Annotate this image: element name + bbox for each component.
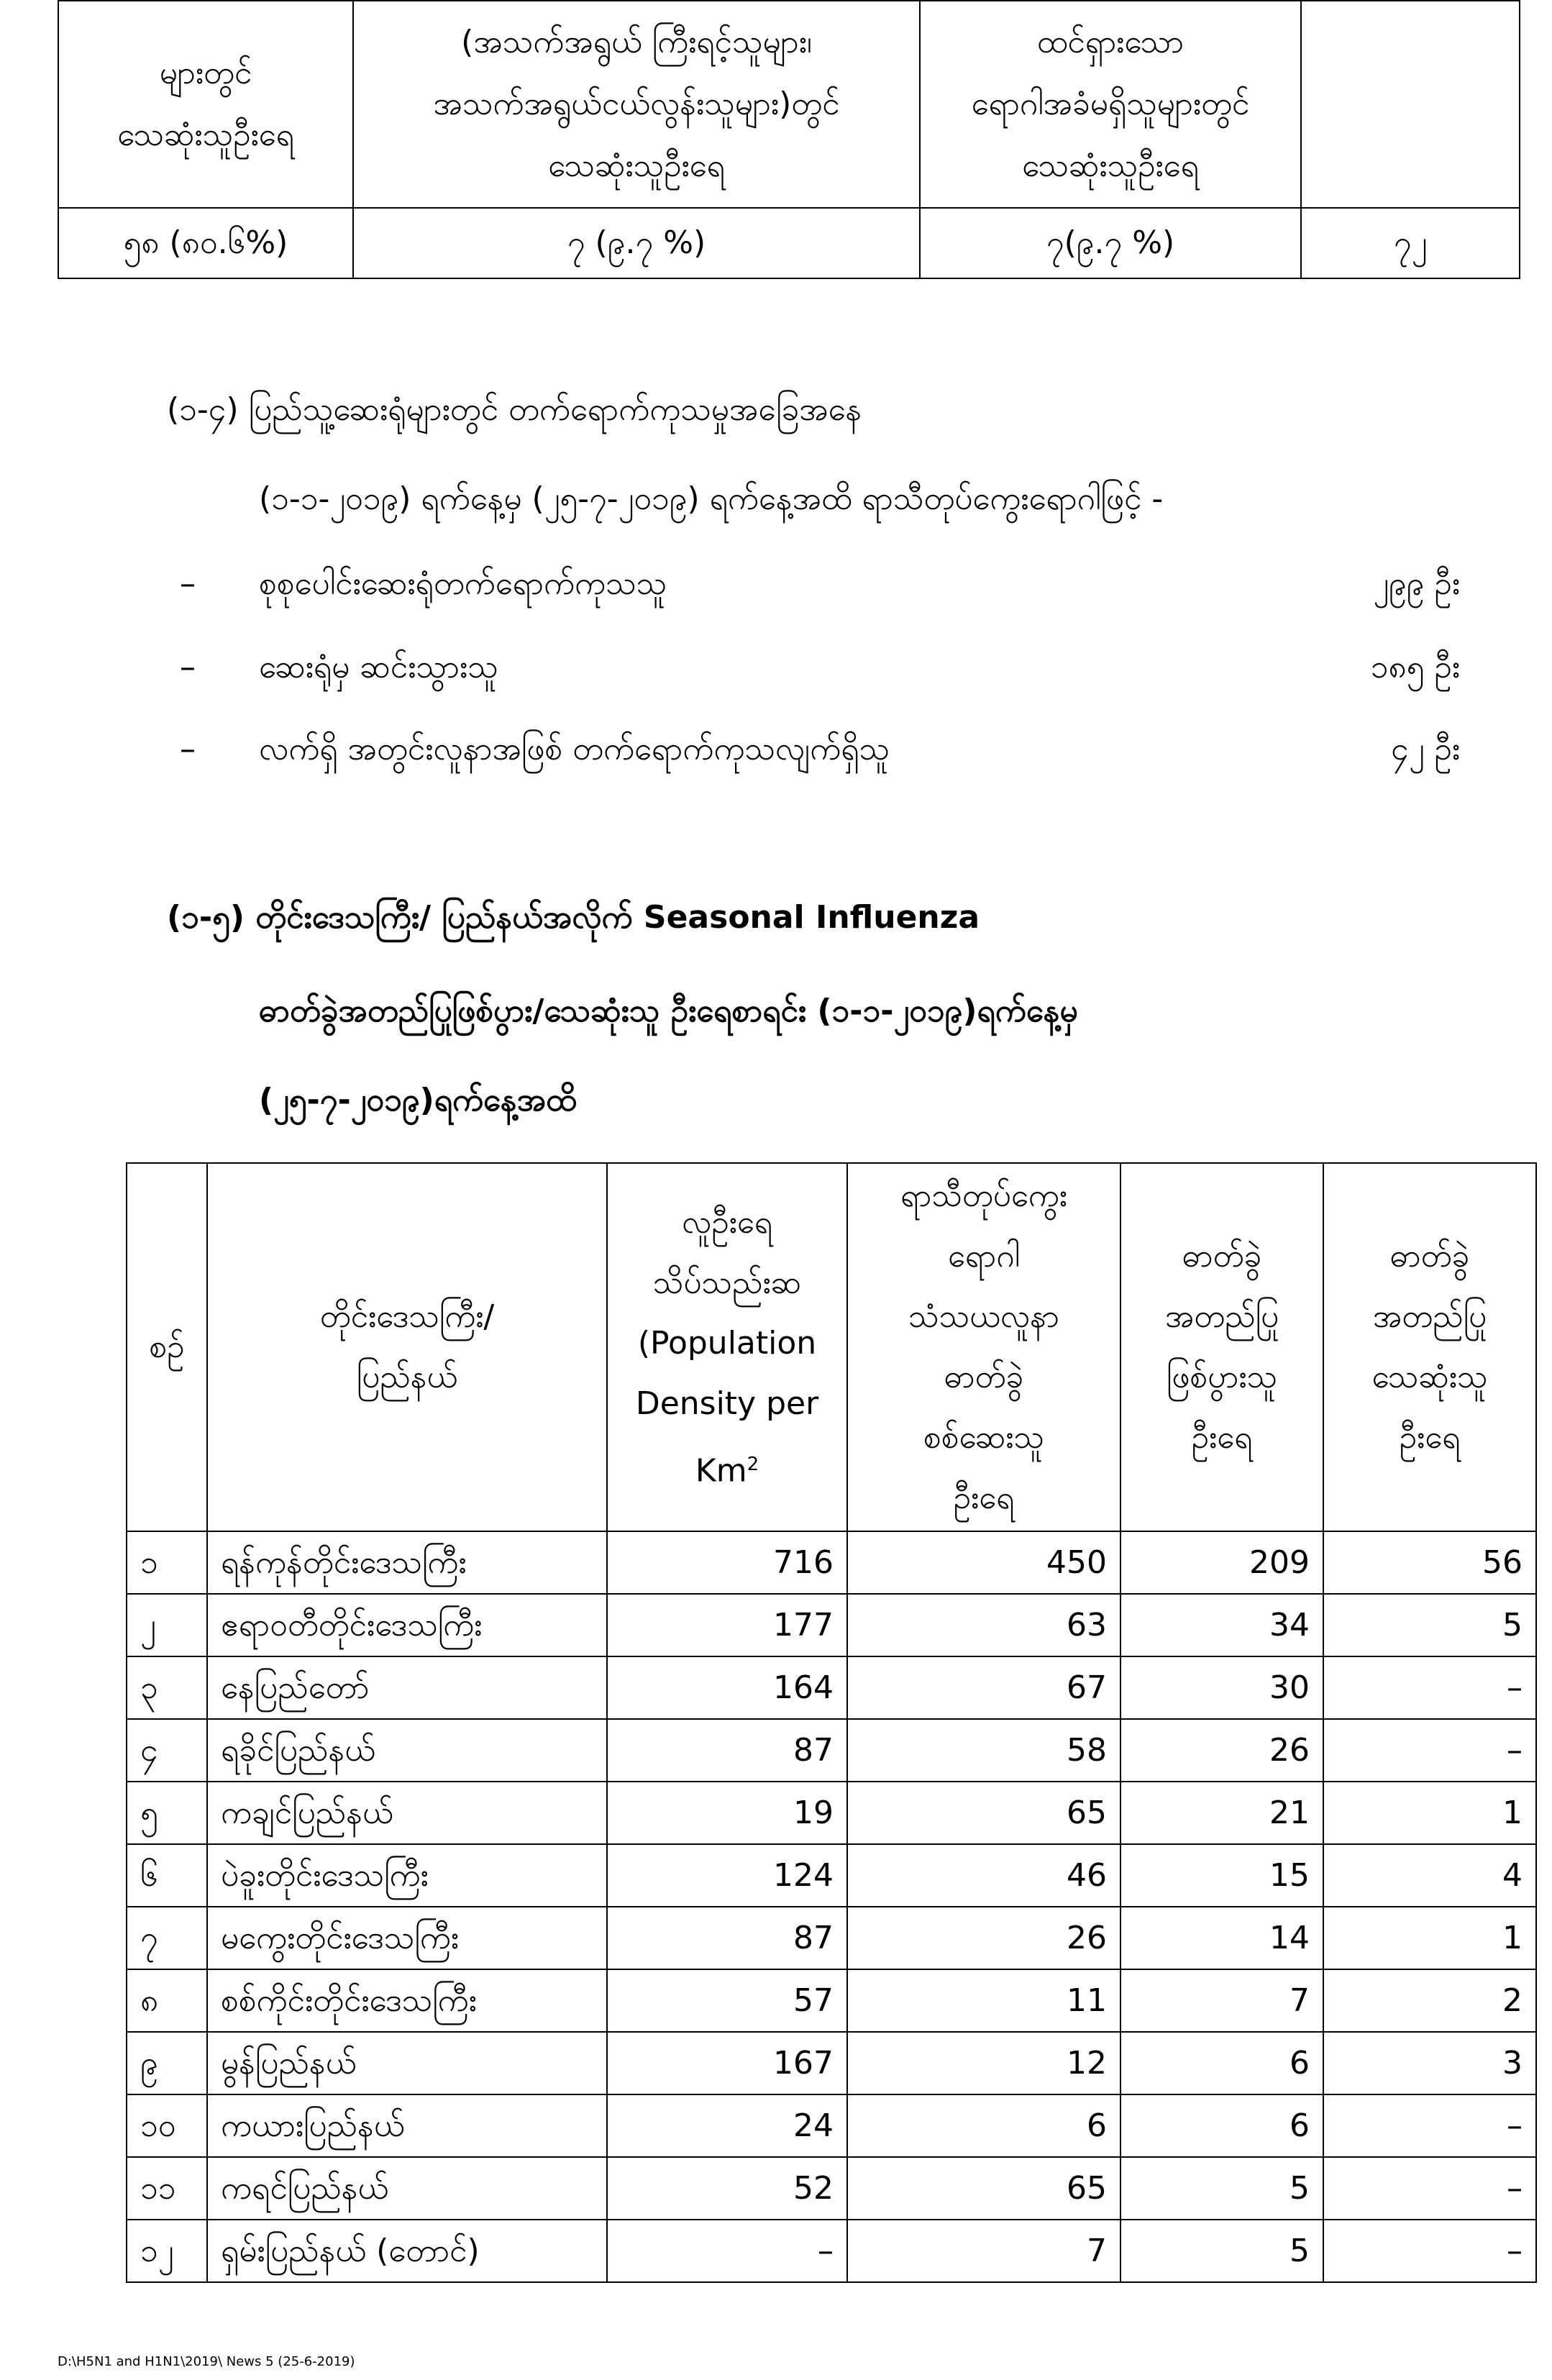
cell-suspected-tested: 46 (847, 1844, 1120, 1907)
cell-confirmed-cases: 7 (1120, 1969, 1323, 2032)
cell-confirmed-deaths: 4 (1323, 1844, 1536, 1907)
cell-region: ကရင်ပြည်နယ် (207, 2157, 607, 2220)
cell-confirmed-deaths: 3 (1323, 2032, 1536, 2094)
cell-confirmed-deaths: – (1323, 1656, 1536, 1719)
cell-density: 167 (607, 2032, 847, 2094)
cell-confirmed-cases: 209 (1120, 1531, 1323, 1594)
table-row (127, 1782, 1536, 1844)
cell-serial: ၂ (127, 1594, 207, 1656)
cell-region: ရန်ကုန်တိုင်းဒေသကြီး (207, 1531, 607, 1594)
cell-confirmed-cases: 5 (1120, 2220, 1323, 2282)
list-item-label: လက်ရှိ အတွင်းလူနာအဖြစ် တက်ရောက်ကုသလျက်ရှိသူ (259, 731, 890, 767)
cell-region: ကယားပြည်နယ် (207, 2094, 607, 2157)
section-15-heading-line3: (၂၅-၇-၂၀၁၉)ရက်နေ့အထိ (259, 1082, 577, 1118)
cell-confirmed-deaths: 2 (1323, 1969, 1536, 2032)
cell-density: 57 (607, 1969, 847, 2032)
header-cell (1301, 1, 1520, 208)
cell-confirmed-cases: 6 (1120, 2094, 1323, 2157)
cell-confirmed-cases: 14 (1120, 1907, 1323, 1969)
list-item-value: ၂၉၉ ဦး (1373, 565, 1460, 602)
section-15-heading-line2: ဓာတ်ခွဲအတည်ပြုဖြစ်ပွား/သေဆုံးသူ ဦးရေစာရင်း (၁-၁-၂၀၁၉)ရက်နေ့မှ (259, 993, 1078, 1029)
header-cell: ထင်ရှားသော ရောဂါအခံမရှိသူများတွင် သေဆုံးသူဦးရေ (920, 1, 1301, 208)
cell-serial: ၁၁ (127, 2157, 207, 2220)
list-bullet: – (180, 565, 196, 602)
cell-region: ရှမ်းပြည်နယ် (တောင်) (207, 2220, 607, 2282)
value-cell: ၇ (၉.၇ %) (353, 208, 920, 278)
cell-confirmed-cases: 34 (1120, 1594, 1323, 1656)
table-header-row (127, 1163, 1536, 1531)
cell-confirmed-deaths: – (1323, 2220, 1536, 2282)
table-row (127, 2157, 1536, 2220)
col-header-region: တိုင်းဒေသကြီး/ ပြည်နယ် (207, 1163, 607, 1531)
cell-suspected-tested: 67 (847, 1656, 1120, 1719)
value-cell: ၇(၉.၇ %) (920, 208, 1301, 278)
col-header-density (607, 1163, 847, 1531)
cell-region: စစ်ကိုင်းတိုင်းဒေသကြီး (207, 1969, 607, 2032)
cell-confirmed-cases: 30 (1120, 1656, 1323, 1719)
cell-density: – (607, 2220, 847, 2282)
list-item-value: ၁၈၅ ဦး (1370, 649, 1460, 685)
cell-suspected-tested: 65 (847, 1782, 1120, 1844)
cell-density: 124 (607, 1844, 847, 1907)
table-row (127, 1531, 1536, 1594)
table-row (127, 1719, 1536, 1782)
section-14-heading: (၁-၄) ပြည်သူ့ဆေးရုံများတွင် တက်ရောက်ကုသမှုအခြေအနေ (167, 391, 862, 428)
cell-suspected-tested: 7 (847, 2220, 1120, 2282)
cell-region: ရခိုင်ပြည်နယ် (207, 1719, 607, 1782)
list-item-label: ဆေးရုံမှ ဆင်းသွားသူ (259, 649, 498, 685)
list-bullet: – (180, 649, 196, 685)
cell-confirmed-cases: 15 (1120, 1844, 1323, 1907)
table-row (127, 1907, 1536, 1969)
table-row (127, 1656, 1536, 1719)
file-path-footer: D:\H5N1 and H1N1\2019\ News 5 (25-6-2019) (58, 2354, 355, 2369)
cell-confirmed-cases: 6 (1120, 2032, 1323, 2094)
cell-serial: ၁ (127, 1531, 207, 1594)
cell-confirmed-deaths: – (1323, 2157, 1536, 2220)
cell-confirmed-cases: 26 (1120, 1719, 1323, 1782)
cell-density: 87 (607, 1719, 847, 1782)
cell-region: မွန်ပြည်နယ် (207, 2032, 607, 2094)
cell-serial: ၈ (127, 1969, 207, 2032)
cell-confirmed-deaths: – (1323, 1719, 1536, 1782)
cell-suspected-tested: 6 (847, 2094, 1120, 2157)
cell-serial: ၇ (127, 1907, 207, 1969)
cell-serial: ၆ (127, 1844, 207, 1907)
cell-region: မကွေးတိုင်းဒေသကြီး (207, 1907, 607, 1969)
cell-region: နေပြည်တော် (207, 1656, 607, 1719)
cell-confirmed-cases: 21 (1120, 1782, 1323, 1844)
cell-confirmed-deaths: – (1323, 2094, 1536, 2157)
value-cell: ၇၂ (1301, 208, 1520, 278)
cell-confirmed-deaths: 1 (1323, 1782, 1536, 1844)
col-header-confirmed-cases: ဓာတ်ခွဲ အတည်ပြု ဖြစ်ပွားသူ ဦးရေ (1120, 1163, 1323, 1531)
cell-suspected-tested: 11 (847, 1969, 1120, 2032)
cell-density: 164 (607, 1656, 847, 1719)
cell-region: ပဲခူးတိုင်းဒေသကြီး (207, 1844, 607, 1907)
cell-region: ဧရာဝတီတိုင်းဒေသကြီး (207, 1594, 607, 1656)
cell-suspected-tested: 58 (847, 1719, 1120, 1782)
value-cell: ၅၈ (၈၀.၆%) (58, 208, 353, 278)
density-header-superscript: 2 (747, 1454, 759, 1476)
cell-serial: ၄ (127, 1719, 207, 1782)
col-header-serial: စဉ် (127, 1163, 207, 1531)
list-item-value: ၄၂ ဦး (1391, 731, 1460, 767)
cell-density: 52 (607, 2157, 847, 2220)
section-15-heading: (၁-၅) တိုင်းဒေသကြီး/ ပြည်နယ်အလိုက် Seasonal Influenza (167, 899, 980, 936)
cell-density: 177 (607, 1594, 847, 1656)
influenza-cases-table (126, 1162, 1537, 2283)
cell-serial: ၉ (127, 2032, 207, 2094)
table-row (127, 2032, 1536, 2094)
table-row (127, 1969, 1536, 2032)
cell-density: 24 (607, 2094, 847, 2157)
mortality-summary-table (58, 0, 1520, 279)
table-row (127, 1844, 1536, 1907)
table-row (127, 1594, 1536, 1656)
cell-density: 716 (607, 1531, 847, 1594)
cell-suspected-tested: 63 (847, 1594, 1120, 1656)
cell-serial: ၃ (127, 1656, 207, 1719)
cell-confirmed-deaths: 56 (1323, 1531, 1536, 1594)
table-row (127, 2094, 1536, 2157)
cell-density: 87 (607, 1907, 847, 1969)
cell-suspected-tested: 26 (847, 1907, 1120, 1969)
col-header-suspected-tested: ရာသီတုပ်ကွေး ရောဂါ သံသယလူနာ ဓာတ်ခွဲ စစ်ဆေးသူ ဦးရေ (847, 1163, 1120, 1531)
mortality-header-row (58, 1, 1520, 208)
cell-confirmed-cases: 5 (1120, 2157, 1323, 2220)
list-item-label: စုစုပေါင်းဆေးရုံတက်ရောက်ကုသသူ (259, 565, 667, 602)
cell-confirmed-deaths: 5 (1323, 1594, 1536, 1656)
table-row (127, 2220, 1536, 2282)
mortality-value-row (58, 208, 1520, 278)
header-cell: များတွင် သေဆုံးသူဦးရေ (58, 1, 353, 208)
cell-region: ကချင်ပြည်နယ် (207, 1782, 607, 1844)
cell-serial: ၁၂ (127, 2220, 207, 2282)
cell-suspected-tested: 12 (847, 2032, 1120, 2094)
header-cell: (အသက်အရွယ် ကြီးရင့်သူများ၊ အသက်အရွယ်ငယ်လွန်းသူများ)တွင် သေဆုံးသူဦးရေ (353, 1, 920, 208)
list-bullet: – (180, 731, 196, 767)
cell-density: 19 (607, 1782, 847, 1844)
section-14-subheading: (၁-၁-၂၀၁၉) ရက်နေ့မှ (၂၅-၇-၂၀၁၉) ရက်နေ့အထိ ရာသီတုပ်ကွေးရောဂါဖြင့် - (259, 480, 1164, 517)
cell-confirmed-deaths: 1 (1323, 1907, 1536, 1969)
cell-serial: ၅ (127, 1782, 207, 1844)
cell-serial: ၁၀ (127, 2094, 207, 2157)
cell-suspected-tested: 65 (847, 2157, 1120, 2220)
cell-suspected-tested: 450 (847, 1531, 1120, 1594)
density-header-text: လူဦးရေ သိပ်သည်းဆ (Population Density per Km (635, 1204, 819, 1490)
col-header-confirmed-deaths: ဓာတ်ခွဲ အတည်ပြု သေဆုံးသူ ဦးရေ (1323, 1163, 1536, 1531)
